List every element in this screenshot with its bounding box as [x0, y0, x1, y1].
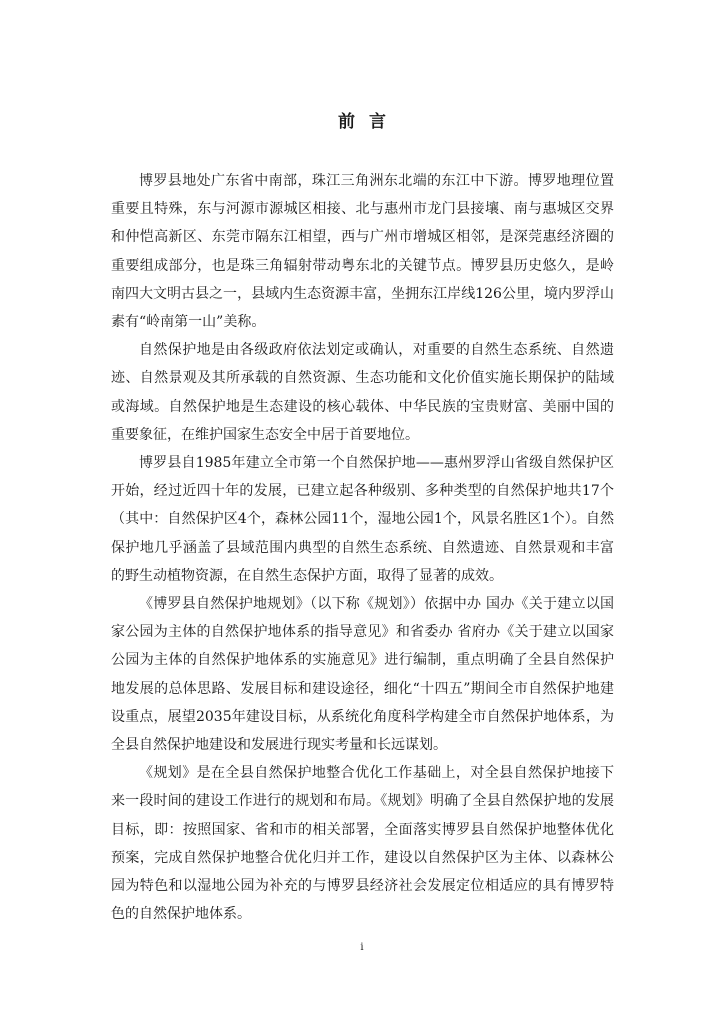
paragraph-history: 博罗县自1985年建立全市第一个自然保护地——惠州罗浮山省级自然保护区开始，经过近四十年的发展，已建立起各种级别、多种类型的自然保护地共17个（其中：自然保护区4个，森林公园11个，湿地公园1个，风景名胜区1个）。自然保护地几乎涵盖了县域范围内典型的自然生态系统、自然遗迹、自然景观和丰富的野生动植物资源，在自然生态保护方面，取得了显著的成效。: [111, 455, 614, 584]
body-text: [111, 167, 614, 928]
paragraph-goals: 《规划》是在全县自然保护地整合优化工作基础上，对全县自然保护地接下来一段时间的建设工作进行的规划和布局。《规划》明确了全县自然保护地的发展目标，即：按照国家、省和市的相关部署，全面落实博罗县自然保护地整体优化预案，完成自然保护地整合优化归并工作，建设以自然保护区为主体、以森林公园为特色和以湿地公园为补充的与博罗县经济社会发展定位相适应的具有博罗特色的自然保护地体系。: [111, 765, 614, 923]
paragraph-basis: 《博罗县自然保护地规划》（以下称《规划》）依据中办 国办《关于建立以国家公园为主体的自然保护地体系的指导意见》和省委办 省府办《关于建立以国家公园为主体的自然保护地体系的实施意见》进行编制，重点明确了全县自然保护地发展的总体思路、发展目标和建设途径，细化“十四五”期间全市自然保护地建设重点，展望2035年建设目标，从系统化角度科学构建全市自然保护地体系，为全县自然保护地建设和发展进行现实考量和长远谋划。: [111, 596, 614, 754]
page-title: 前言: [338, 112, 400, 132]
page-number: i: [360, 942, 364, 953]
paragraph-overview: 博罗县地处广东省中南部，珠江三角洲东北端的东江中下游。博罗地理位置重要且特殊，东与河源市源城区相接、北与惠州市龙门县接壤、南与惠城区交界和仲恺高新区、东莞市隔东江相望，西与广州市增城区相邻，是深莞惠经济圈的重要组成部分，也是珠三角辐射带动粤东北的关键节点。博罗县历史悠久，是岭南四大文明古县之一，县域内生态资源丰富，坐拥东江岸线126公里，境内罗浮山素有“岭南第一山”美称。: [111, 173, 614, 331]
paragraph-definition: 自然保护地是由各级政府依法划定或确认，对重要的自然生态系统、自然遗迹、自然景观及其所承载的自然资源、生态功能和文化价值实施长期保护的陆域或海域。自然保护地是生态建设的核心载体、中华民族的宝贵财富、美丽中国的重要象征，在维护国家生态安全中居于首要地位。: [111, 342, 614, 443]
